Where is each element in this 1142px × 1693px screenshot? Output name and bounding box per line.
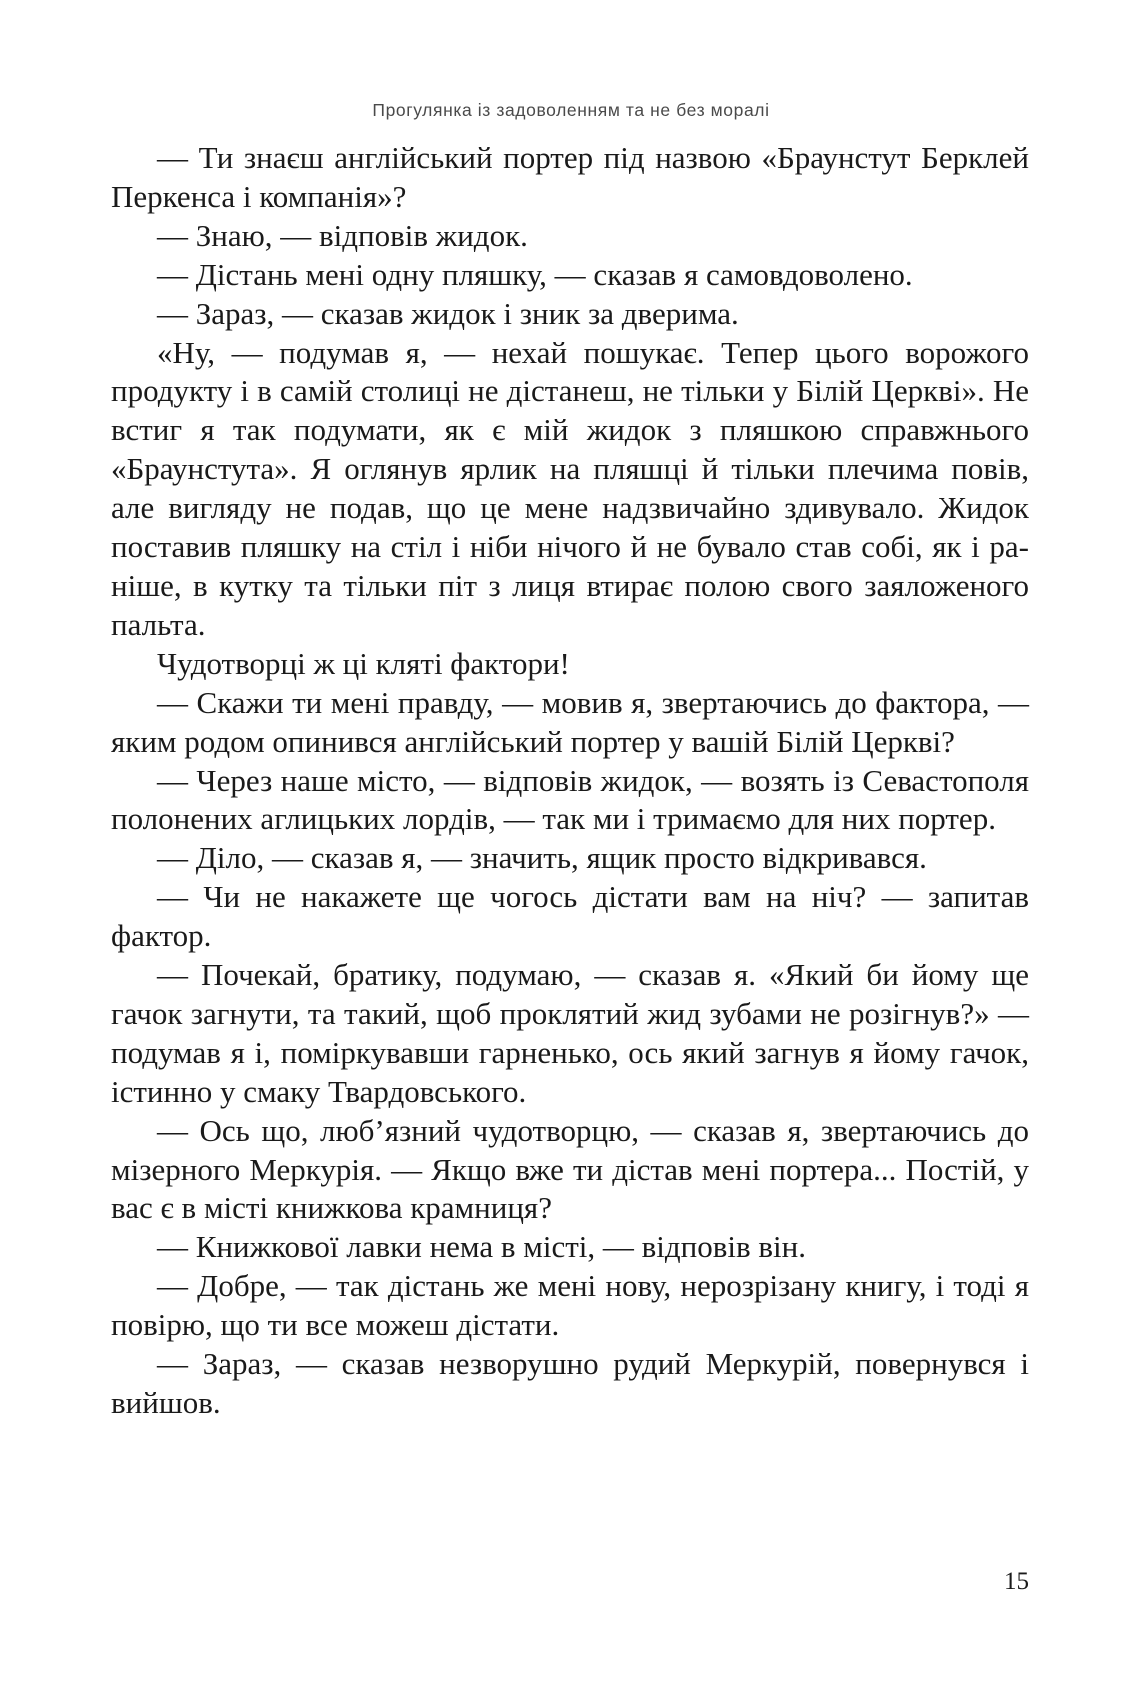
paragraph: «Ну, — подумав я, — нехай пошукає. Тепер цього ворожого продукту і в самій столиці не дістанеш, не тільки у Білій Церкві». Не встиг я так подумати, як є мій жидок з пляшкою справжнього «Браунстута». Я оглянув ярлик на пляшці й тільки плечима повів, але вигляду не подав, що це мене надзвичайно здивувало. Жидок поставив пляшку на стіл і ніби нічого й не бувало став собі, як і раніше, в кутку та тільки піт з лиця втирає полою свого заяложеного пальта. (111, 334, 1029, 642)
paragraph: — Діло, — сказав я, — значить, ящик просто відкривався. (157, 840, 927, 876)
paragraph: — Добре, — так дістань же мені нову, нерозрізану книгу, і тоді я повірю, що ти все можеш дістати. (111, 1268, 1029, 1343)
paragraph: Чудотворці ж ці кляті фактори! (157, 645, 570, 681)
paragraph: — Зараз, — сказав незворушно рудий Меркурій, повернувся і вийшов. (111, 1346, 1029, 1420)
running-head-title: Прогулянка із задоволенням та не без моралі (372, 100, 770, 120)
body-text (111, 139, 1029, 1423)
paragraph: — Чи не накажете ще чогось дістати вам на ніч? — запитав фактор. (111, 879, 1029, 954)
paragraph: — Ось що, люб’язний чудотворцю, — сказав я, звертаючись до мізерного Меркурія. — Якщо вже ти дістав мені портера... Постій, у вас є в місті книжкова крамниця? (111, 1112, 1029, 1226)
paragraph: — Почекай, братику, подумаю, — сказав я. «Який би йому ще гачок загнути, та такий, щоб проклятий жид зубами не розігнув?» — подумав я і, поміркувавши гарненько, ось який загнув я йому гачок, істинно у смаку Твардовського. (111, 957, 1029, 1109)
paragraph: — Ти знаєш англійський портер під назвою «Браунстут Берклей Перкенса і компанія»? (111, 140, 1029, 214)
page-number: 15 (1004, 1568, 1029, 1595)
paragraph: — Зараз, — сказав жидок і зник за дверима. (157, 295, 739, 331)
paragraph: — Знаю, — відповів жидок. (157, 217, 528, 253)
paragraph: — Книжкової лавки нема в місті, — відповів він. (157, 1229, 806, 1265)
paragraph: — Дістань мені одну пляшку, — сказав я самовдоволено. (157, 256, 913, 292)
paragraph: — Через наше місто, — відповів жидок, — возять із Севастополя полонених аглицьких лордів, — так ми і тримаємо для них портер. (111, 762, 1029, 837)
paragraph: — Скажи ти мені правду, — мовив я, звертаючись до фактора, — яким родом опинився англійський портер у вашій Білій Церкві? (111, 684, 1029, 759)
